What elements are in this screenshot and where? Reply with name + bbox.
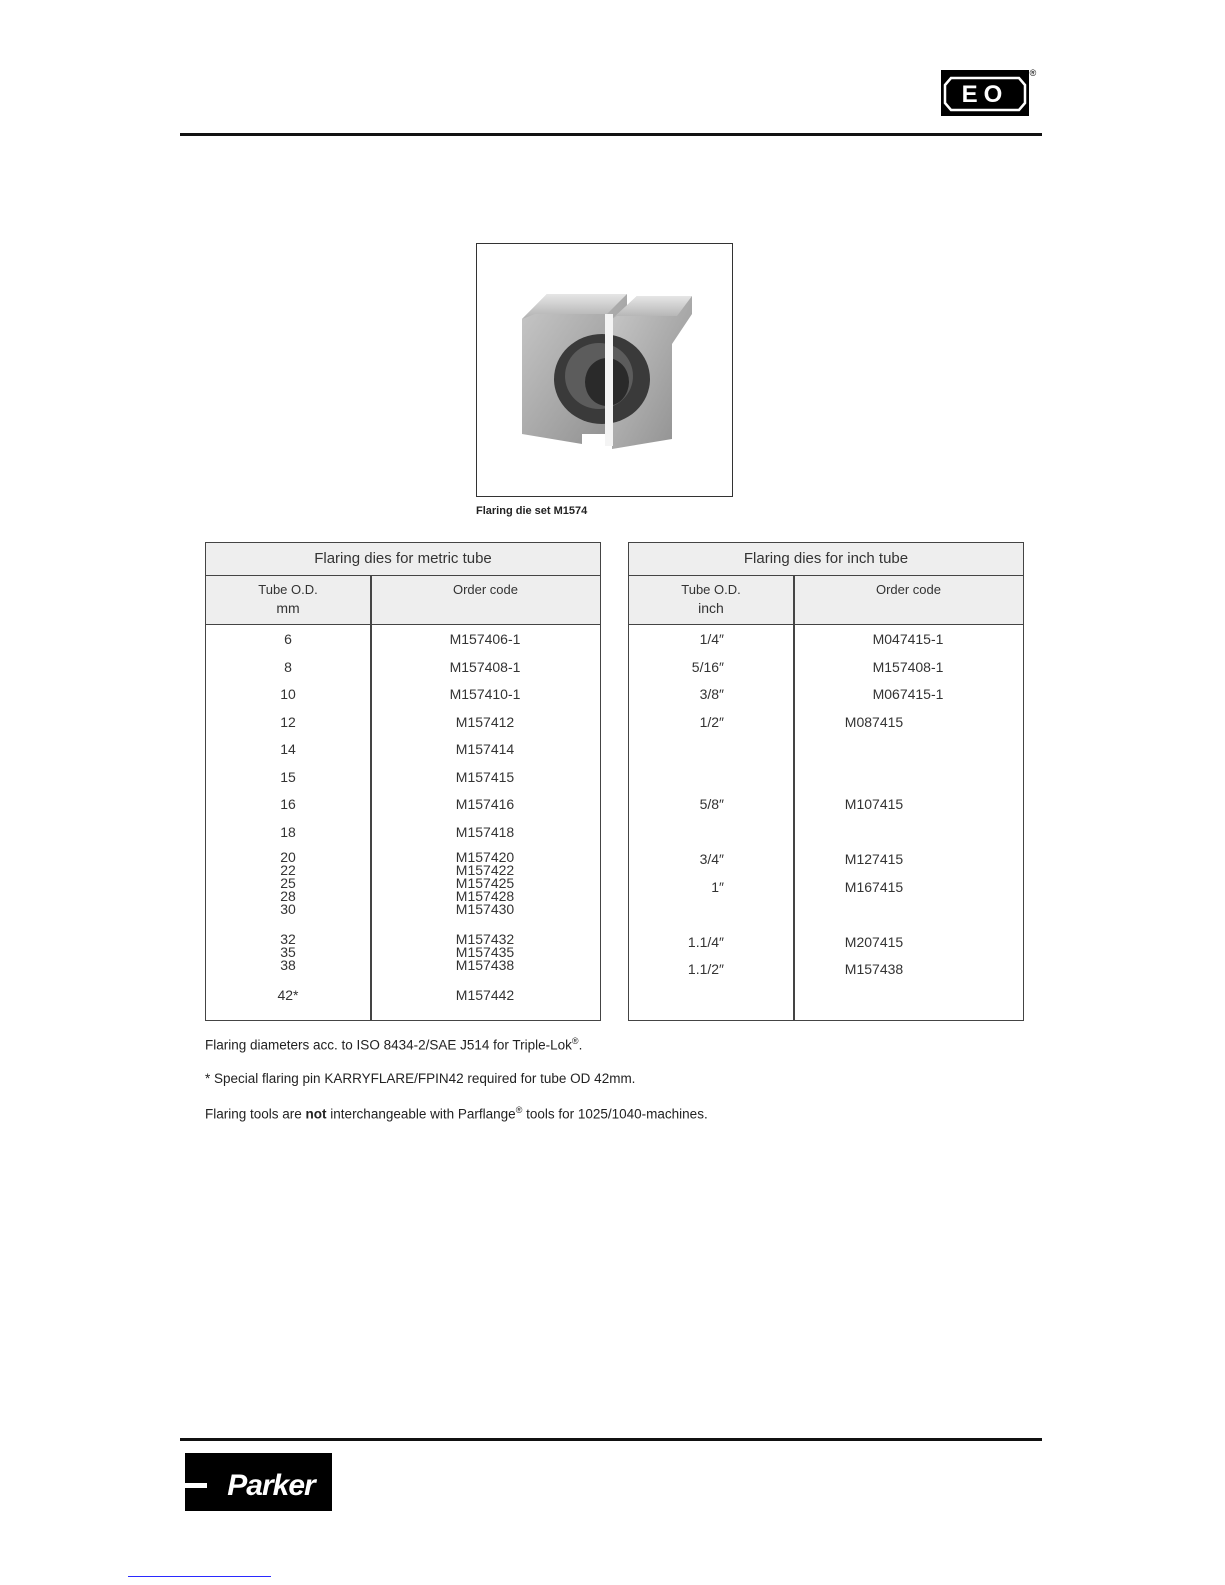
inch-od: 1/4″ [699,631,724,647]
metric-od: 15 [280,769,296,785]
metric-od: 10 [280,686,296,702]
eo-logo [941,67,1038,116]
metric-code: M157428 [455,888,515,904]
metric-code: M157438 [455,957,515,973]
footer-rule [180,1438,1042,1441]
inch-od: 1/2″ [699,714,724,730]
metric-code: M157416 [455,796,515,812]
metric-od: 42* [277,987,299,1003]
metric-code: M157408-1 [449,659,521,675]
metric-od: 6 [284,631,292,647]
header-rule [180,133,1042,136]
metric-table-header [206,576,600,625]
metric-od: 28 [280,888,296,904]
metric-od: 30 [280,901,296,917]
metric-col-code: Order code [452,582,519,597]
metric-code: M157418 [455,824,515,840]
inch-od: 1″ [711,879,724,895]
metric-code: M157415 [455,769,515,785]
inch-od: 1.1/4″ [687,934,724,950]
die-set-photo [476,243,733,497]
metric-table-title: Flaring dies for metric tube [206,543,600,576]
metric-od: 25 [280,875,296,891]
metric-col-od: Tube O.D. mm [258,582,318,616]
inch-table-title: Flaring dies for inch tube [629,543,1023,576]
inch-col-od: Tube O.D. inch [681,582,741,616]
metric-od: 35 [280,944,296,960]
note-flaring-diameters: Flaring diameters acc. to ISO 8434-2/SAE J514 for Triple-Lok®. [205,1036,583,1053]
photo-caption: Flaring die set M1574 [476,505,588,517]
metric-code: M157425 [455,875,515,891]
metric-code: M157435 [455,944,515,960]
inch-table-header [629,576,1023,625]
inch-code: M067415-1 [872,686,944,702]
bottom-link-underline [128,1576,271,1577]
metric-code: M157406-1 [449,631,521,647]
metric-od: 38 [280,957,296,973]
metric-od: 14 [280,741,296,757]
metric-od: 8 [284,659,292,675]
metric-code: M157420 [455,849,515,865]
inch-code: M167415 [844,879,904,895]
metric-od: 16 [280,796,296,812]
metric-code: M157442 [455,987,515,1003]
metric-code: M157410-1 [449,686,521,702]
inch-code: M047415-1 [872,631,944,647]
inch-code: M107415 [844,796,904,812]
inch-od: 3/4″ [699,851,724,867]
metric-od: 22 [280,862,296,878]
metric-code: M157412 [455,714,515,730]
inch-dies-table [628,542,1024,1021]
parker-logo [185,1453,332,1511]
inch-code: M157438 [844,961,904,977]
inch-col-code: Order code [875,582,942,597]
inch-code: M207415 [844,934,904,950]
inch-code: M087415 [844,714,904,730]
svg-text:®: ® [1029,68,1037,78]
inch-od: 5/8″ [699,796,724,812]
inch-code: M127415 [844,851,904,867]
metric-code: M157422 [455,862,515,878]
inch-code: M157408-1 [872,659,944,675]
inch-od: 3/8″ [699,686,724,702]
metric-code: M157414 [455,741,515,757]
metric-od: 20 [280,849,296,865]
svg-text:Parker: Parker [227,1469,315,1502]
inch-od: 1.1/2″ [687,961,724,977]
metric-code: M157430 [455,901,515,917]
note-special-pin: * Special flaring pin KARRYFLARE/FPIN42 required for tube OD 42mm. [205,1071,636,1086]
note-not-interchangeable: Flaring tools are not interchangeable with Parflange® tools for 1025/1040-machines. [205,1105,708,1122]
metric-od: 18 [280,824,296,840]
svg-text:EO: EO [961,81,1009,108]
inch-od: 5/16″ [691,659,724,675]
metric-code: M157432 [455,931,515,947]
metric-dies-table [205,542,601,1021]
metric-od: 12 [280,714,296,730]
metric-od: 32 [280,931,296,947]
